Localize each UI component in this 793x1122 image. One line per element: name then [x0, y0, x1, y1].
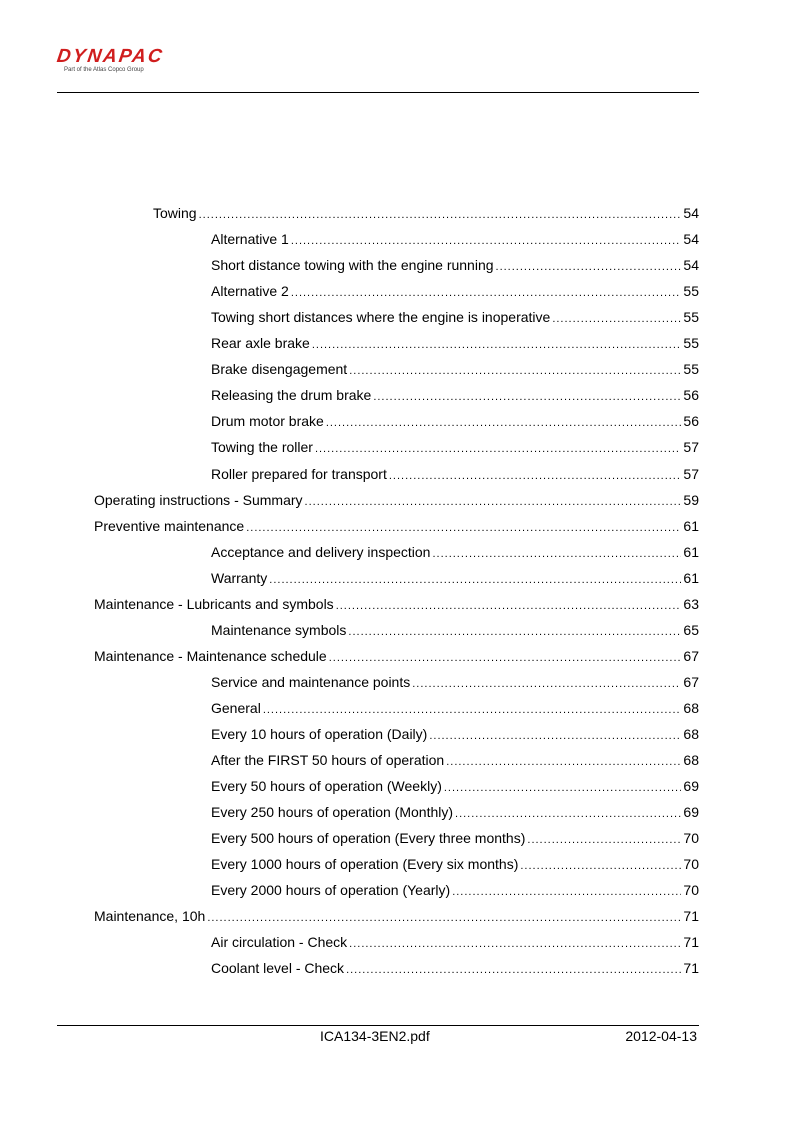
toc-entry[interactable]	[211, 750, 699, 770]
toc-entry-title: Every 500 hours of operation (Every three months)	[211, 830, 526, 847]
toc-entry-title: Releasing the drum brake	[211, 387, 372, 404]
toc-leader-dots	[246, 516, 681, 538]
toc-leader-dots	[389, 464, 682, 486]
header-divider	[57, 92, 699, 93]
toc-entry-title: Warranty	[211, 569, 268, 586]
toc-entry[interactable]	[211, 724, 699, 744]
toc-entry-page: 57	[683, 465, 699, 482]
toc-entry-title: Towing	[153, 205, 197, 221]
toc-entry-title: Rear axle brake	[211, 335, 310, 352]
toc-entry[interactable]	[94, 594, 699, 614]
toc-entry-page: 54	[683, 257, 699, 274]
toc-entry-title: Maintenance, 10h	[94, 908, 206, 925]
toc-entry-page: 55	[683, 283, 699, 300]
toc-entry-title: Towing short distances where the engine is inoperative	[211, 309, 551, 326]
toc-entry[interactable]	[211, 437, 699, 457]
toc-entry[interactable]	[211, 281, 699, 301]
toc-entry-title: Preventive maintenance	[94, 517, 245, 534]
toc-entry-page: 71	[683, 960, 699, 977]
toc-entry-title: Every 2000 hours of operation (Yearly)	[211, 882, 451, 899]
toc-entry-title: Alternative 2	[211, 283, 289, 300]
toc-entry-page: 71	[683, 908, 699, 925]
toc-entry-page: 63	[683, 595, 699, 612]
toc-entry-page: 67	[683, 647, 699, 664]
toc-entry[interactable]	[211, 542, 699, 562]
toc-entry[interactable]	[94, 906, 699, 926]
toc-entry-page: 68	[683, 752, 699, 769]
toc-entry[interactable]	[211, 932, 699, 952]
toc-entry[interactable]	[211, 958, 699, 978]
toc-entry-title: Alternative 1	[211, 231, 289, 248]
toc-entry-title: Coolant level - Check	[211, 960, 345, 977]
toc-leader-dots	[349, 932, 681, 954]
toc-entry[interactable]	[211, 255, 699, 275]
toc-leader-dots	[336, 594, 682, 616]
toc-leader-dots	[452, 880, 681, 902]
toc-entry[interactable]	[211, 672, 699, 692]
toc-leader-dots	[455, 802, 681, 824]
toc-entry-page: 56	[683, 387, 699, 404]
toc-entry-title: Maintenance - Lubricants and symbols	[94, 595, 334, 612]
toc-leader-dots	[527, 828, 681, 850]
toc-entry-title: Towing the roller	[211, 439, 313, 456]
toc-entry-page: 68	[683, 726, 699, 742]
toc-entry-page: 55	[683, 309, 699, 326]
toc-leader-dots	[291, 229, 682, 251]
toc-entry-page: 54	[683, 231, 699, 248]
toc-leader-dots	[199, 203, 682, 225]
toc-entry[interactable]	[211, 464, 699, 484]
toc-entry-page: 69	[683, 778, 699, 795]
toc-entry-page: 69	[683, 804, 699, 821]
toc-entry[interactable]	[211, 359, 699, 379]
brand-tagline: Part of the Atlas Copco Group	[64, 67, 144, 73]
toc-leader-dots	[520, 854, 681, 876]
toc-leader-dots	[263, 698, 682, 720]
toc-entry-page: 55	[683, 361, 699, 378]
toc-entry-title: Service and maintenance points	[211, 673, 411, 690]
toc-entry[interactable]	[211, 229, 699, 249]
toc-entry-page: 55	[683, 335, 699, 352]
toc-entry-title: General	[211, 699, 261, 716]
toc-entry[interactable]	[94, 646, 699, 666]
brand-name: DYNAPAC	[55, 46, 166, 67]
toc-entry-page: 54	[683, 205, 699, 221]
dynapac-logo	[57, 47, 164, 73]
toc-entry-title: Every 1000 hours of operation (Every six months)	[211, 856, 519, 873]
toc-entry-page: 70	[683, 830, 699, 847]
toc-entry[interactable]	[211, 880, 699, 900]
toc-leader-dots	[291, 281, 682, 303]
toc-entry-title: Drum motor brake	[211, 413, 324, 430]
toc-entry[interactable]	[211, 854, 699, 874]
toc-entry-title: Every 10 hours of operation (Daily)	[211, 726, 428, 742]
toc-entry-title: Operating instructions - Summary	[94, 491, 303, 508]
toc-leader-dots	[329, 646, 682, 668]
toc-entry-page: 61	[683, 569, 699, 586]
toc-entry-title: Maintenance symbols	[211, 621, 347, 638]
toc-leader-dots	[496, 255, 682, 277]
toc-entry[interactable]	[211, 828, 699, 848]
toc-entry[interactable]	[211, 776, 699, 796]
toc-leader-dots	[312, 333, 682, 355]
toc-entry-page: 59	[683, 491, 699, 508]
toc-leader-dots	[373, 385, 681, 407]
toc-entry[interactable]	[211, 385, 699, 405]
footer-filename: ICA134-3EN2.pdf	[320, 1028, 430, 1044]
toc-leader-dots	[207, 906, 681, 928]
toc-entry-title: Every 50 hours of operation (Weekly)	[211, 778, 442, 795]
footer-date: 2012-04-13	[625, 1028, 697, 1044]
toc-entry-title: Air circulation - Check	[211, 934, 348, 951]
toc-leader-dots	[349, 359, 681, 381]
toc-entry-page: 70	[683, 882, 699, 899]
toc-leader-dots	[269, 568, 681, 590]
toc-entry-page: 71	[683, 934, 699, 951]
toc-entry[interactable]	[153, 203, 699, 223]
toc-leader-dots	[446, 750, 681, 772]
toc-entry-title: Every 250 hours of operation (Monthly)	[211, 804, 454, 821]
toc-entry-title: Short distance towing with the engine running	[211, 257, 494, 274]
toc-entry-page: 61	[683, 543, 699, 560]
toc-entry[interactable]	[211, 568, 699, 588]
toc-leader-dots	[432, 542, 681, 564]
toc-entry[interactable]	[94, 516, 699, 536]
toc-leader-dots	[444, 776, 682, 798]
toc-entry-title: Acceptance and delivery inspection	[211, 543, 431, 560]
toc-leader-dots	[348, 620, 681, 642]
toc-entry-title: After the FIRST 50 hours of operation	[211, 752, 445, 769]
toc-entry-title: Roller prepared for transport	[211, 465, 387, 482]
toc-entry[interactable]	[211, 307, 699, 327]
toc-leader-dots	[326, 411, 682, 433]
toc-leader-dots	[552, 307, 681, 329]
toc-leader-dots	[346, 958, 681, 980]
toc-leader-dots	[429, 724, 681, 746]
toc-entry-title: Maintenance - Maintenance schedule	[94, 647, 327, 664]
toc-entry-page: 61	[683, 517, 699, 534]
toc-entry-title: Brake disengagement	[211, 361, 348, 378]
toc-leader-dots	[412, 672, 681, 694]
toc-entry[interactable]	[211, 411, 699, 431]
toc-entry-page: 65	[683, 621, 699, 638]
toc-entry[interactable]	[211, 698, 699, 718]
footer-divider	[57, 1025, 699, 1026]
toc-entry[interactable]	[211, 620, 699, 640]
toc-entry-page: 70	[683, 856, 699, 873]
toc-entry-page: 56	[683, 413, 699, 430]
toc-leader-dots	[315, 437, 681, 459]
toc-entry-page: 68	[683, 699, 699, 716]
toc-entry-page: 67	[683, 673, 699, 690]
toc-leader-dots	[305, 490, 682, 512]
toc-entry[interactable]	[211, 333, 699, 353]
toc-entry[interactable]	[94, 490, 699, 510]
toc-entry[interactable]	[211, 802, 699, 822]
toc-entry-page: 57	[683, 439, 699, 456]
